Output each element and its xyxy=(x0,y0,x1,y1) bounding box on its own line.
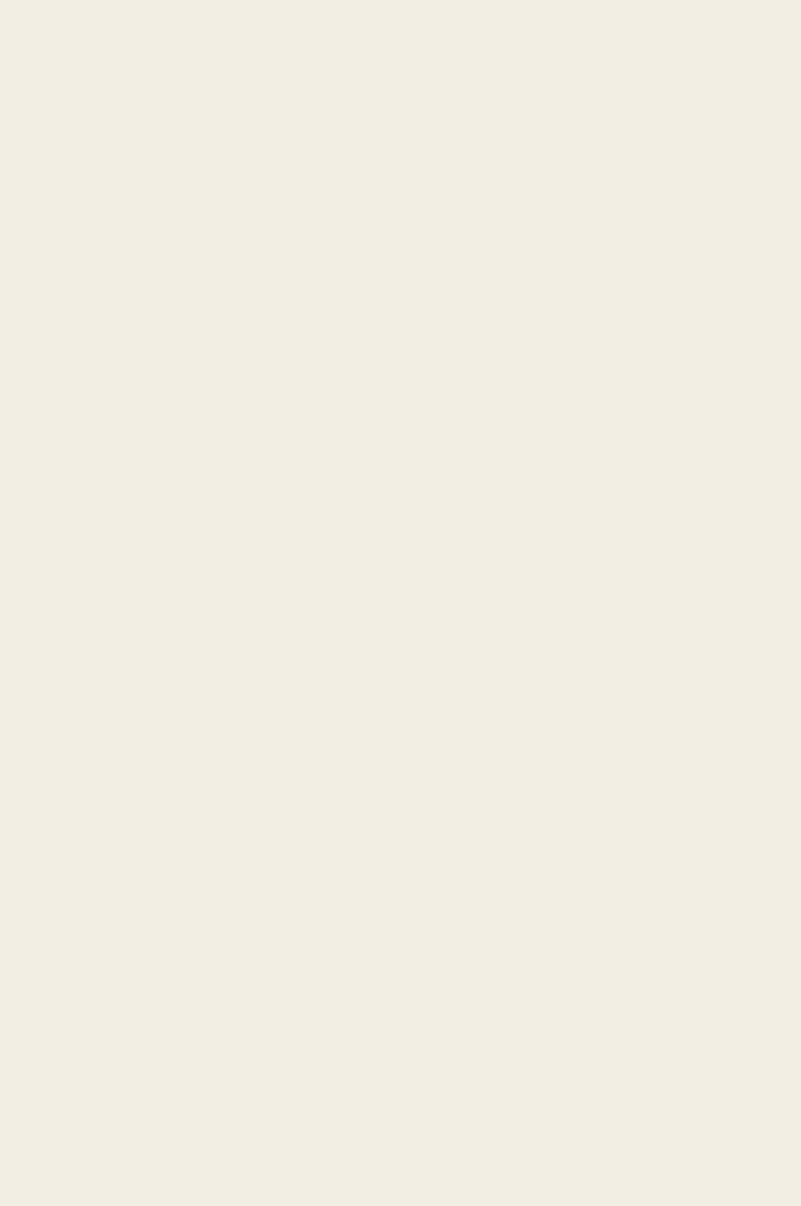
running-head xyxy=(36,20,781,48)
